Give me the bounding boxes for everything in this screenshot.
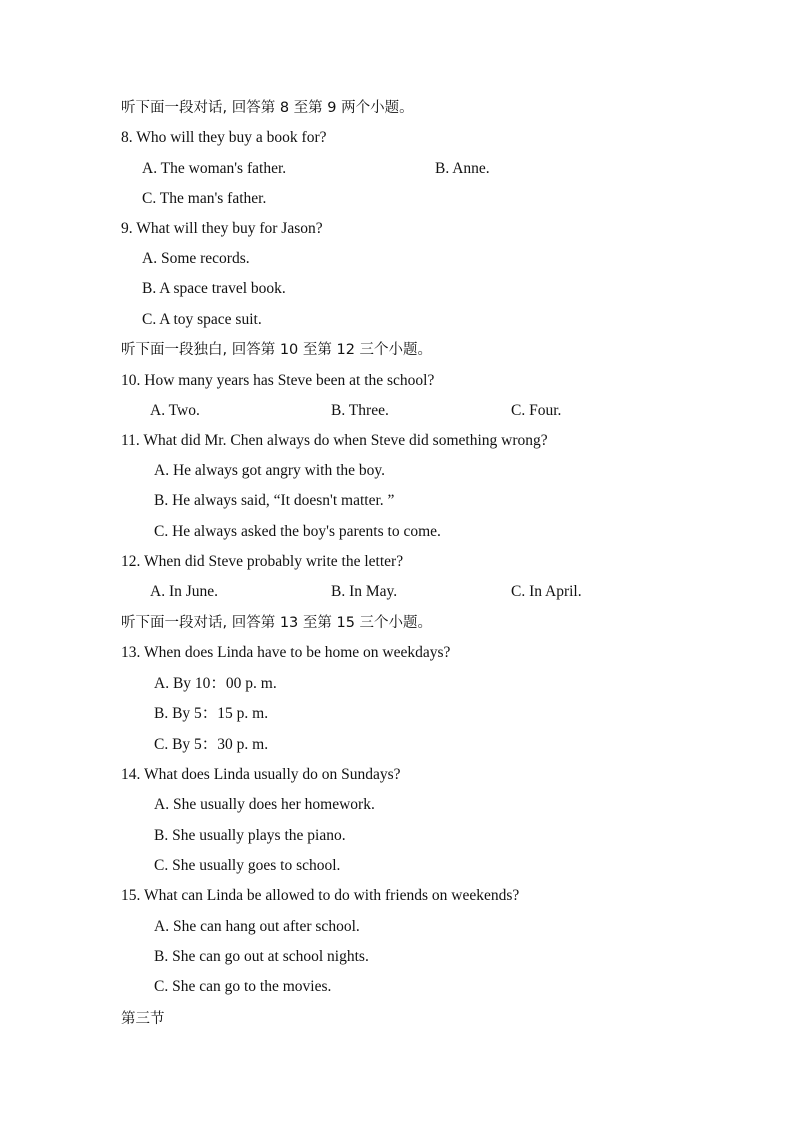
- option-a: A. Two.: [150, 402, 200, 419]
- section-header: 听下面一段独白, 回答第 10 至第 12 三个小题。: [121, 342, 433, 358]
- question-text: 15. What can Linda be allowed to do with friends on weekends?: [121, 887, 520, 904]
- option-a: A. By 10：00 p. m.: [154, 675, 277, 692]
- question-text: 9. What will they buy for Jason?: [121, 220, 323, 237]
- question-text: 14. What does Linda usually do on Sundays?: [121, 766, 401, 783]
- option-c: C. The man's father.: [142, 190, 267, 207]
- option-a: A. He always got angry with the boy.: [154, 462, 386, 479]
- option-b: B. By 5：15 p. m.: [154, 705, 269, 722]
- option-a: A. She can hang out after school.: [154, 918, 360, 935]
- option-b: B. He always said, “It doesn't matter. ”: [154, 492, 395, 509]
- option-a: A. She usually does her homework.: [154, 796, 375, 813]
- option-b: B. Anne.: [435, 160, 490, 177]
- option-b: B. She can go out at school nights.: [154, 948, 369, 965]
- question-text: 13. When does Linda have to be home on weekdays?: [121, 644, 451, 661]
- option-c: C. In April.: [511, 583, 582, 600]
- option-c: C. A toy space suit.: [142, 311, 262, 328]
- question-text: 12. When did Steve probably write the letter?: [121, 553, 404, 570]
- option-b: B. She usually plays the piano.: [154, 827, 346, 844]
- option-a: A. The woman's father.: [142, 160, 287, 177]
- option-a: A. In June.: [150, 583, 219, 600]
- option-c: C. She can go to the movies.: [154, 978, 332, 995]
- option-a: A. Some records.: [142, 250, 250, 267]
- question-text: 11. What did Mr. Chen always do when Steve did something wrong?: [121, 432, 548, 449]
- option-c: C. She usually goes to school.: [154, 857, 341, 874]
- option-c: C. By 5：30 p. m.: [154, 736, 269, 753]
- option-b: B. A space travel book.: [142, 280, 286, 297]
- section-header: 听下面一段对话, 回答第 13 至第 15 三个小题。: [121, 615, 433, 631]
- section-title: 第三节: [121, 1011, 165, 1027]
- section-header: 听下面一段对话, 回答第 8 至第 9 两个小题。: [121, 100, 414, 116]
- question-text: 8. Who will they buy a book for?: [121, 129, 327, 146]
- option-c: C. Four.: [511, 402, 562, 419]
- option-b: B. Three.: [331, 402, 389, 419]
- option-b: B. In May.: [331, 583, 398, 600]
- option-c: C. He always asked the boy's parents to come.: [154, 523, 441, 540]
- question-text: 10. How many years has Steve been at the school?: [121, 372, 435, 389]
